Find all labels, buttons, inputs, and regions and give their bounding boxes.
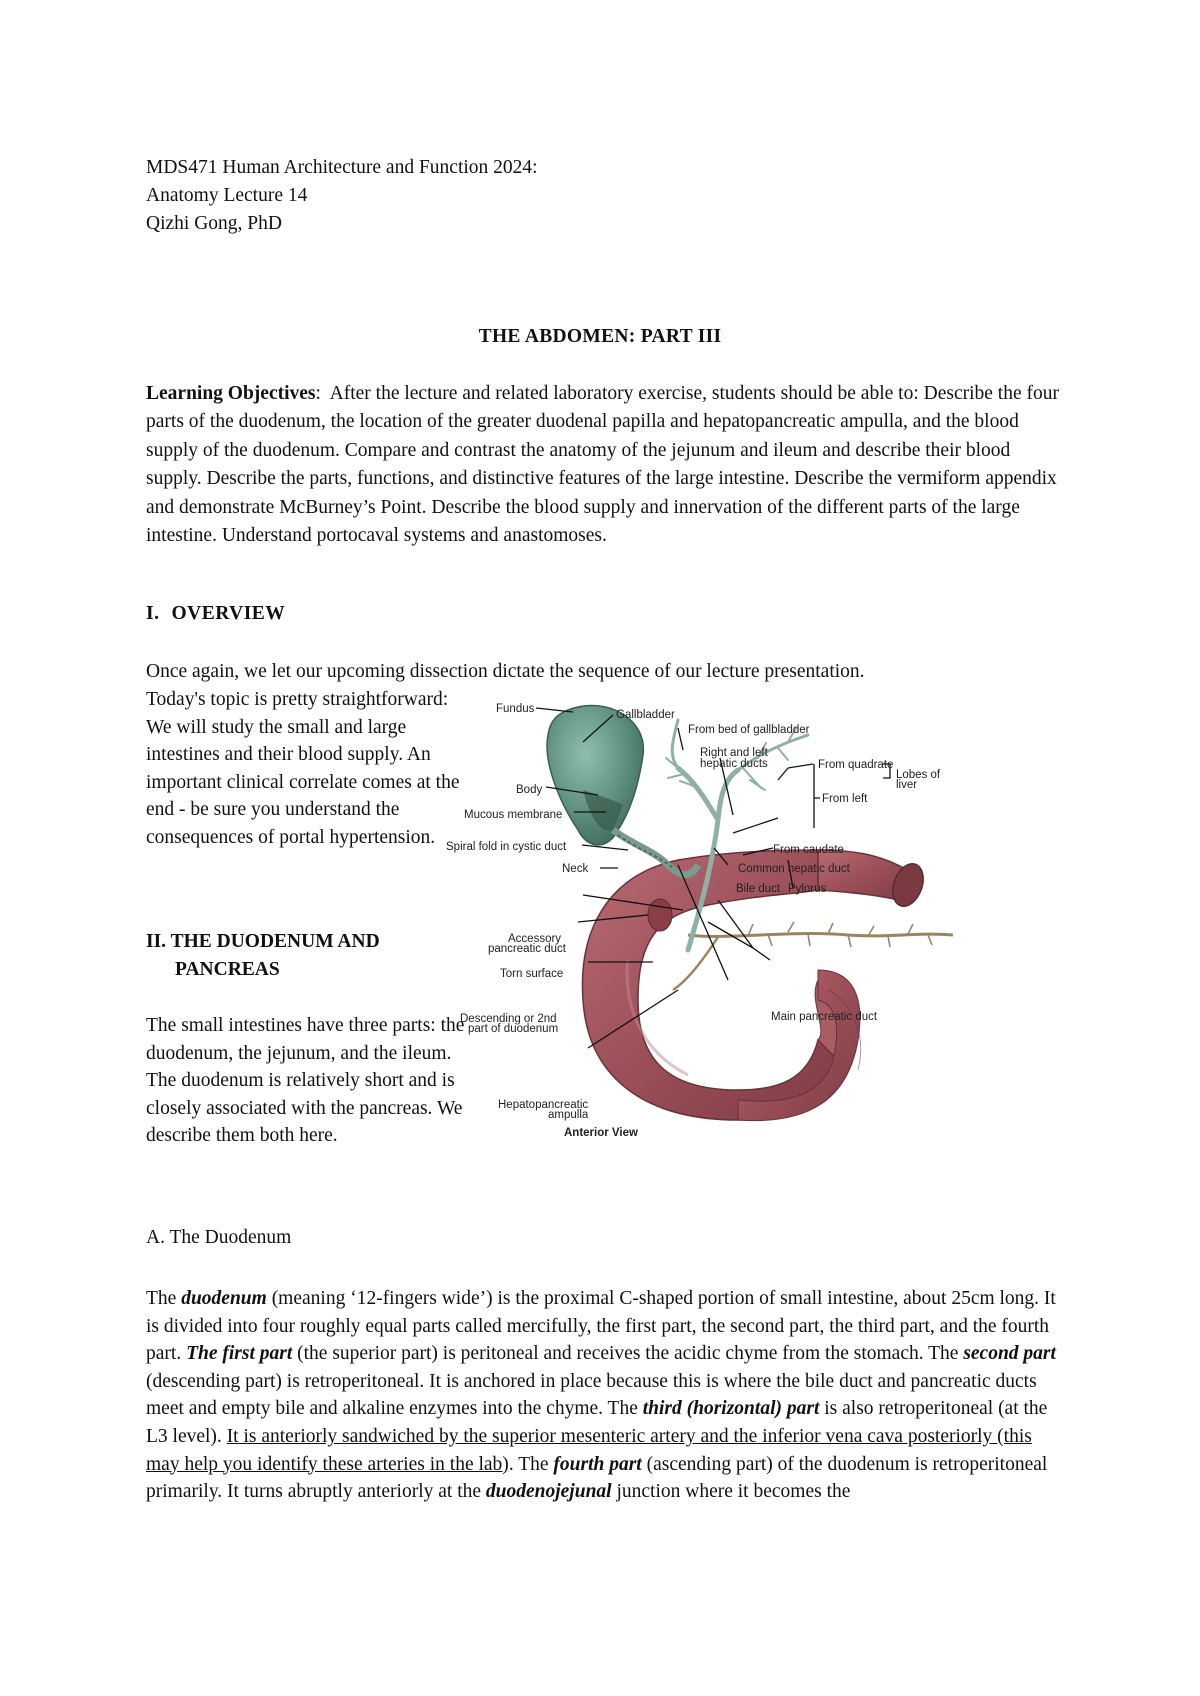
label-lobes-1: Lobes of (896, 769, 941, 781)
label-pylorus: Pylorus (788, 883, 827, 895)
learning-objectives-label: Learning Objectives (146, 383, 316, 404)
label-descending-1: Descending or 2nd (460, 1013, 557, 1025)
label-hepato-2: ampulla (548, 1109, 589, 1121)
label-accessory-1: Accessory (508, 933, 562, 945)
author: Qizhi Gong, PhD (146, 213, 282, 234)
label-descending-2: part of duodenum (468, 1023, 559, 1035)
label-common-hepatic: Common hepatic duct (738, 863, 850, 875)
label-neck: Neck (562, 863, 589, 875)
label-hepato-1: Hepatopancreatic (498, 1099, 589, 1111)
term-duodenojejunal: duodenojejunal (485, 1481, 612, 1503)
term-third-part: third (horizontal) part (642, 1398, 820, 1420)
document-header (146, 154, 538, 238)
label-gallbladder: Gallbladder (616, 709, 675, 721)
learning-objectives: Learning Objectives: After the lecture and related laboratory exercise, students should be able to: Describe the four parts of the duodenum, the location of the greater duodenal papilla and hepatopancreatic ampulla, and the blood supply of the duodenum. Compare and contrast the anatomy of the jejunum and ileum and describe their blood supply. Describe the parts, functions, and distinctive features of the large intestine. Describe the vermiform appendix and demonstrate McBurney’s Point. Describe the blood supply and innervation of the different parts of the large intestine. Understand portocaval systems and anastomoses. (146, 383, 1059, 547)
learning-objectives-text: After the lecture and related laboratory exercise, students should be able to: Describe the four parts of the duodenum, the location of the greater duodenal papilla and hepatopancreatic ampulla, and the blood supply of the duodenum. Compare and contrast the anatomy of the jejunum and ileum and describe their blood supply. Describe the parts, functions, and distinctive features of the large intestine. Describe the vermiform appendix and demonstrate McBurney’s Point. Describe the blood supply and innervation of the different parts of the large intestine. Understand portocaval systems and anastomoses. (146, 383, 1059, 547)
label-accessory-2: pancreatic duct (488, 943, 566, 955)
label-from-quadrate: From quadrate (818, 759, 894, 771)
lecture-number: Anatomy Lecture 14 (146, 185, 308, 206)
underlined-note: It is anteriorly sandwiched by the superior mesenteric artery and the inferior vena cava posteriorly (this may help you identify these arteries in the lab) (146, 1425, 1032, 1475)
label-mucous: Mucous membrane (464, 809, 563, 821)
label-right-left-hepatic-1: Right and left (700, 747, 768, 759)
label-bile-duct: Bile duct (736, 883, 781, 895)
course-title: MDS471 Human Architecture and Function 2024: (146, 157, 538, 178)
label-main-pancreatic: Main pancreatic duct (771, 1011, 878, 1023)
term-fourth-part: fourth part (553, 1453, 642, 1475)
overview-intro: Once again, we let our upcoming dissection dictate the sequence of our lecture presentation. (146, 661, 865, 682)
term-duodenum: duodenum (181, 1288, 267, 1309)
label-from-left: From left (822, 793, 868, 805)
label-body: Body (516, 784, 543, 796)
label-lobes-2: liver (896, 779, 918, 791)
duodenum-paragraph: The duodenum (meaning ‘12-fingers wide’) is the proximal C-shaped portion of small intestine, about 25cm long. It is divided into four roughly equal parts called mercifully, the first part, the second part, the third part, and the fourth part. The first part (the superior part) is peritoneal and receives the acidic chyme from the stomach. The second part (descending part) is retroperitoneal. It is anchored in place because this is where the bile duct and pancreatic ducts meet and empty bile and alkaline enzymes into the chyme. The third (horizontal) part is also retroperitoneal (at the L3 level). It is anteriorly sandwiched by the superior mesenteric artery and the inferior vena cava posteriorly (this may help you identify these arteries in the lab). The fourth part (ascending part) of the duodenum is retroperitoneal primarily. It turns abruptly anteriorly at the duodenojejunal junction where it becomes the (146, 1288, 1056, 1503)
gallbladder-duodenum-illustration (446, 700, 1048, 1190)
label-fundus: Fundus (496, 703, 535, 715)
page-title: THE ABDOMEN: PART III (478, 326, 722, 347)
label-torn: Torn surface (500, 968, 564, 980)
pancreatic-duct (673, 922, 953, 990)
torn-surface (648, 899, 672, 931)
label-right-left-hepatic-2: hepatic ducts (700, 758, 768, 770)
term-second-part: second part (963, 1343, 1056, 1365)
overview-text: Today's topic is pretty straightforward: We will study the small and large intestines and their blood supply. An important clinical correlate comes at the end - be sure you understand the consequences of portal hypertension. (146, 689, 460, 848)
subheading-duodenum: A. The Duodenum (146, 1227, 292, 1248)
small-intestine-text: The small intestines have three parts: the duodenum, the jejunum, and the ileum. The duodenum is relatively short and is closely associated with the pancreas. We describe them both here. (146, 1015, 465, 1146)
label-from-caudate: From caudate (773, 844, 844, 856)
label-spiral: Spiral fold in cystic duct (446, 841, 567, 853)
label-anterior-view: Anterior View (564, 1127, 638, 1139)
label-from-bed: From bed of gallbladder (688, 724, 810, 736)
section-heading-overview: I. OVERVIEW (146, 603, 286, 624)
section-heading-duodenum: II. THE DUODENUM AND PANCREAS (146, 931, 380, 980)
term-first-part: The first part (186, 1343, 293, 1365)
